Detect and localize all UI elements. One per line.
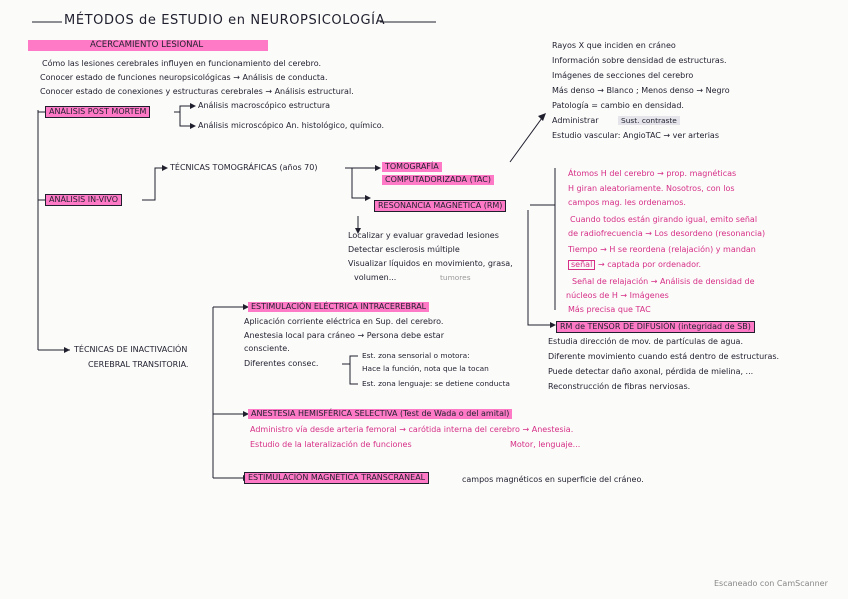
rm-box: RESONANCIA MAGNÉTICA (RM) [374,200,506,212]
transcraneal-desc: campos magnéticos en superficie del cráneo. [462,475,644,484]
rm-tensor-3: Puede detectar daño axonal, pérdida de mielina, ... [548,367,754,376]
electrica-c2: Hace la función, nota que la tocan [362,364,489,373]
inactivacion-line-1: TÉCNICAS DE INACTIVACIÓN [74,345,188,354]
rm-info-5: de radiofrecuencia → Los desordeno (resonancia) [568,229,766,238]
rm-info-7a: señal [568,260,595,270]
electrica-c1: Est. zona sensorial o motora: [362,351,470,360]
rm-info-10: Más precisa que TAC [568,305,651,314]
rm-tensor-box: RM de TENSOR DE DIFUSIÓN (integridad de SB) [556,321,755,333]
tac-info-6a: Administrar [552,116,599,125]
transcraneal-box: ESTIMULACIÓN MAGNÉTICA TRANSCRANEAL [244,472,429,484]
rm-info-6: Tiempo → H se reordena (relajación) y mandan [568,245,756,254]
rm-use-4: volumen... [354,273,397,282]
inactivacion-line-2: CEREBRAL TRANSITORIA. [88,360,189,369]
tac-info-4: Más denso → Blanco ; Menos denso → Negro [552,86,730,95]
tac-info-2: Información sobre densidad de estructuras. [552,56,727,65]
acercamiento-line-3: Conocer estado de conexiones y estructuras cerebrales → Análisis estructural. [40,87,354,96]
tac-info-6b: Sust. contraste [618,116,680,125]
rm-info-8: Señal de relajación → Análisis de densidad de [572,277,755,286]
post-mortem-micro: Análisis microscópico An. histológico, químico. [198,121,385,130]
electrica-c3: Est. zona lenguaje: se detiene conducta [362,379,510,388]
rm-use-1: Localizar y evaluar gravedad lesiones [348,231,499,240]
rm-info-2: H giran aleatoriamente. Nosotros, con los [568,184,735,193]
electrica-4: Diferentes consec. [244,359,319,368]
rm-info-7b: → captada por ordenador. [598,260,702,269]
tac-info-3: Imágenes de secciones del cerebro [552,71,694,80]
anestesia-box: ANESTESIA HEMISFÉRICA SELECTIVA (Test de Wada o del amital) [248,409,512,419]
page-title: MÉTODOS de ESTUDIO en NEUROPSICOLOGÍA [64,13,386,28]
rm-tensor-1: Estudia dirección de mov. de partículas de agua. [548,337,743,346]
anestesia-1: Administro vía desde arteria femoral → carótida interna del cerebro → Anestesia. [250,425,574,434]
anestesia-2: Estudio de la lateralización de funciones [250,440,412,449]
post-mortem-macro: Análisis macroscópico estructura [198,101,331,110]
electrica-3: consciente. [244,344,290,353]
electrica-2: Anestesia local para cráneo → Persona debe estar [244,331,444,340]
tecnicas-tomograficas: TÉCNICAS TOMOGRÁFICAS (años 70) [170,163,318,172]
rm-tensor-4: Reconstrucción de fibras nerviosas. [548,382,691,391]
rm-info-1: Átomos H del cerebro → prop. magnéticas [568,169,737,178]
electrica-1: Aplicación corriente eléctrica en Sup. del cerebro. [244,317,444,326]
electrica-box: ESTIMULACIÓN ELÉCTRICA INTRACEREBRAL [248,302,429,312]
acercamiento-line-1: Cómo las lesiones cerebrales influyen en funcionamiento del cerebro. [42,59,322,68]
tomografia-line-1: TOMOGRAFÍA [382,162,442,172]
tac-info-7: Estudio vascular: AngioTAC → ver arterias [552,131,719,140]
post-mortem-box: ANÁLISIS POST MORTEM [45,106,150,118]
tomografia-line-2: COMPUTADORIZADA (TAC) [382,175,494,185]
tac-info-1: Rayos X que inciden en cráneo [552,41,676,50]
rm-info-3: campos mag. les ordenamos. [568,198,686,207]
acercamiento-heading: ACERCAMIENTO LESIONAL [28,40,268,51]
anestesia-3: Motor, lenguaje... [510,440,581,449]
tac-info-5: Patología = cambio en densidad. [552,101,684,110]
rm-info-4: Cuando todos están girando igual, emito señal [570,215,758,224]
rm-use-3: Visualizar líquidos en movimiento, grasa, [348,259,513,268]
scanner-watermark: Escaneado con CamScanner [714,579,828,588]
rm-tensor-2: Diferente movimiento cuando está dentro de estructuras. [548,352,780,361]
rm-use-4b: tumores [440,273,471,282]
in-vivo-box: ANÁLISIS IN-VIVO [45,194,122,206]
rm-info-9: núcleos de H → Imágenes [566,291,669,300]
acercamiento-line-2: Conocer estado de funciones neuropsicológicas → Análisis de conducta. [40,73,328,82]
rm-use-2: Detectar esclerosis múltiple [348,245,460,254]
